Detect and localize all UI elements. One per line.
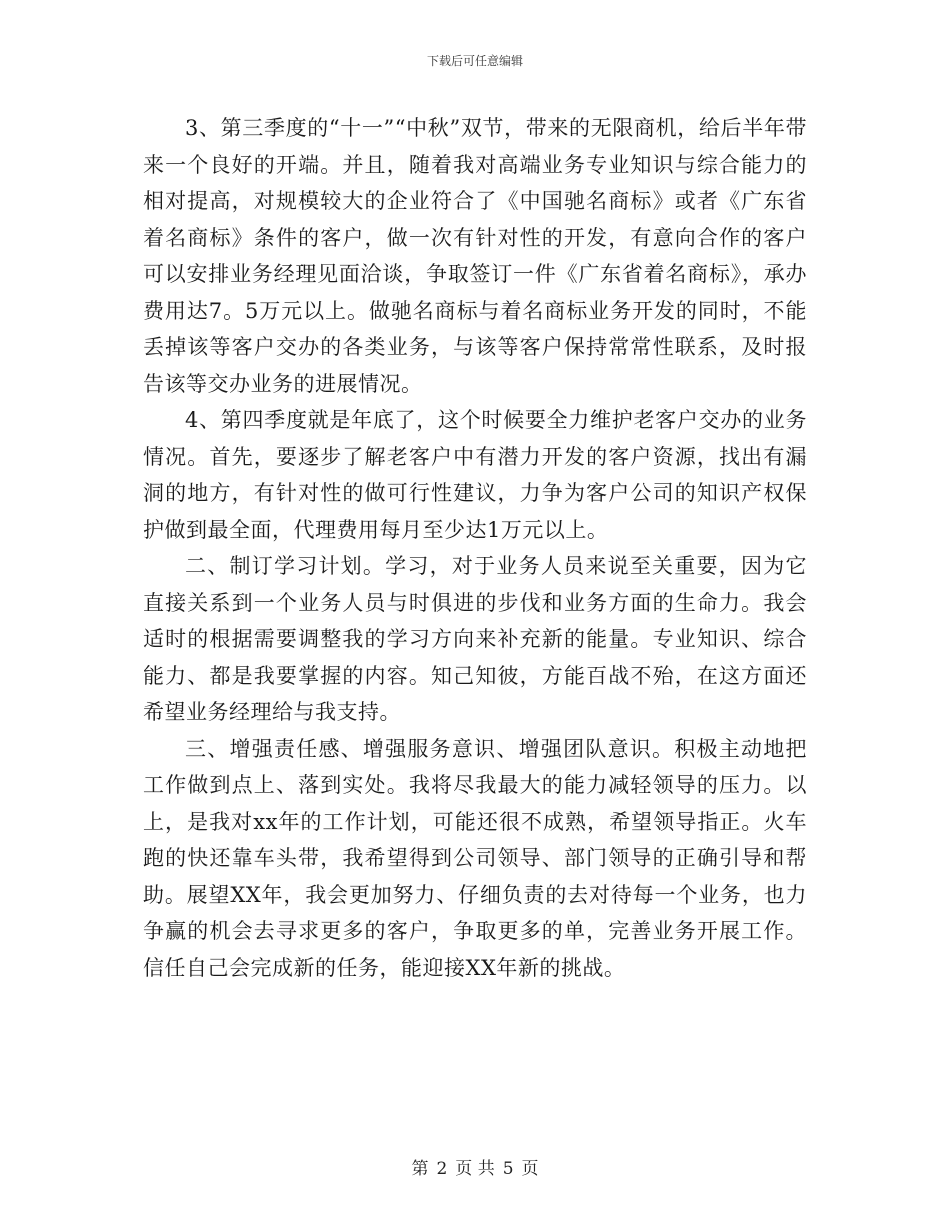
header-note: 下载后可任意编辑 [426, 54, 523, 68]
footer-label-pages: 页 [521, 1159, 539, 1179]
document-body [143, 110, 807, 986]
paragraph-q4: 4、第四季度就是年底了，这个时候要全力维护老客户交办的业务情况。首先，要逐步了解老客户中有潜力开发的客户资源，找出有漏洞的地方，有针对性的做可行性建议，力争为客户公司的知识产权保护做到最全面，代理费用每月至少达1万元以上。 [143, 408, 807, 542]
footer-total-pages: 5 [502, 1159, 514, 1179]
page-footer [0, 1154, 950, 1179]
paragraph-study-plan: 二、制订学习计划。学习，对于业务人员来说至关重要，因为它直接关系到一个业务人员与时俱进的步伐和业务方面的生命力。我会适时的根据需要调整我的学习方向来补充新的能量。专业知识、综合能力、都是我要掌握的内容。知己知彼，方能百战不殆，在这方面还希望业务经理给与我支持。 [143, 554, 807, 724]
paragraph-q3: 3、第三季度的“十一”“中秋”双节，带来的无限商机，给后半年带来一个良好的开端。并且，随着我对高端业务专业知识与综合能力的相对提高，对规模较大的企业符合了《中国驰名商标》或者《广东省着名商标》条件的客户，做一次有针对性的开发，有意向合作的客户可以安排业务经理见面洽谈，争取签订一件《广东省着名商标》，承办费用达7。5万元以上。做驰名商标与着名商标业务开发的同时，不能丢掉该等客户交办的各类业务，与该等客户保持常常性联系，及时报告该等交办业务的进展情况。 [143, 116, 807, 396]
footer-current-page: 2 [436, 1159, 448, 1179]
footer-label-page: 第 [411, 1159, 429, 1179]
footer-label-of: 页 共 [455, 1159, 495, 1179]
paragraph-responsibility: 三、增强责任感、增强服务意识、增强团队意识。积极主动地把工作做到点上、落到实处。我将尽我最大的能力减轻领导的压力。以上，是我对xx年的工作计划，可能还很不成熟，希望领导指正。火车跑的快还靠车头带，我希望得到公司领导、部门领导的正确引导和帮助。展望XX年，我会更加努力、仔细负责的去对待每一个业务，也力争赢的机会去寻求更多的客户，争取更多的单，完善业务开展工作。信任自己会完成新的任务，能迎接XX年新的挑战。 [143, 736, 807, 980]
